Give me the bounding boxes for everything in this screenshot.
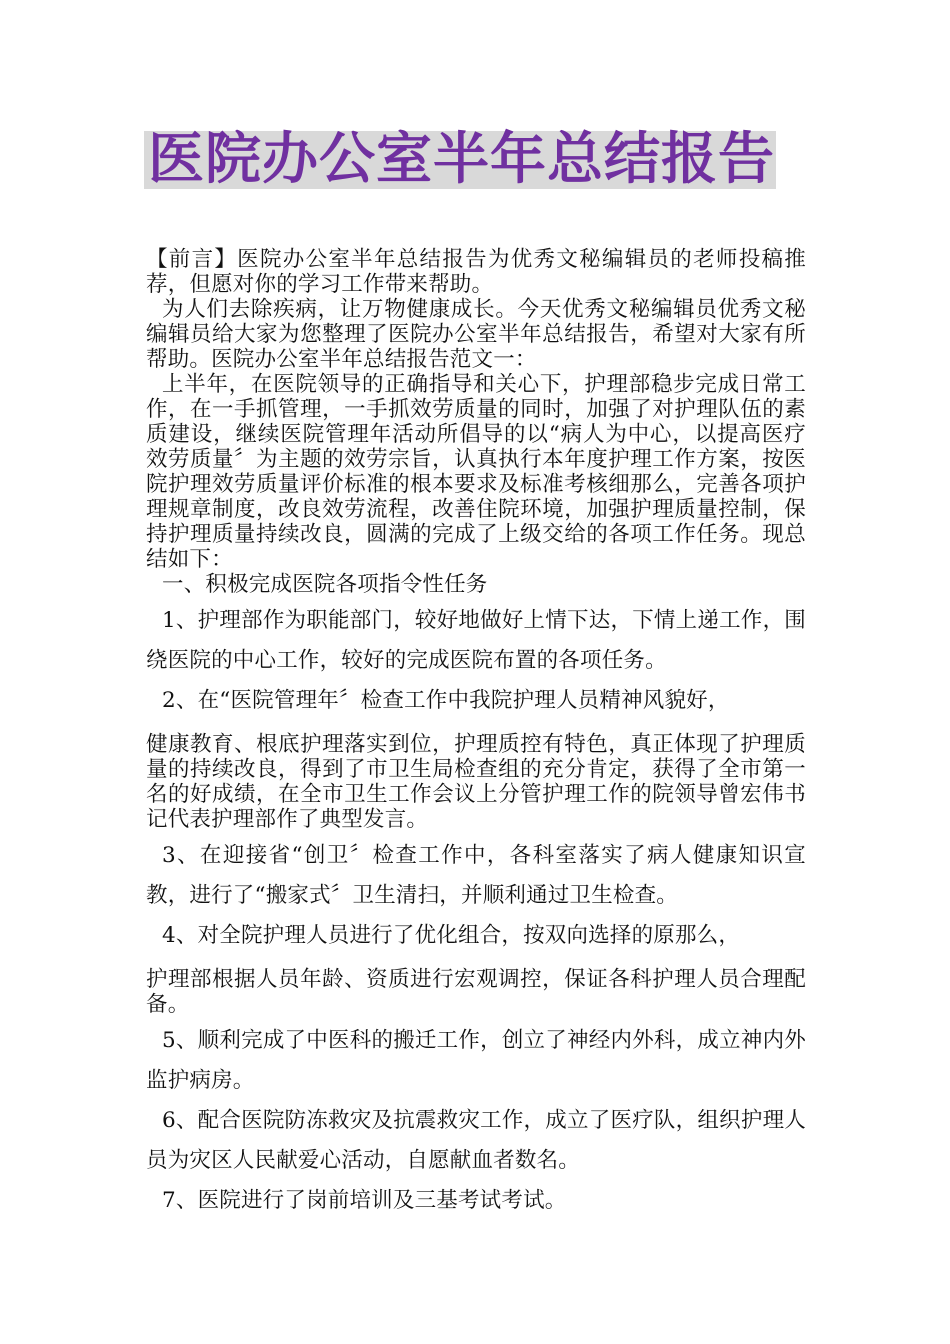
overview-paragraph: 上半年，在医院领导的正确指导和关心下，护理部稳步完成日常工作，在一手抓管理，一手抓效劳质量的同时，加强了对护理队伍的素质建设，继续医院管理年活动所倡导的以“病人为中心，以提高医疗效劳质量〞为主题的效劳宗旨，认真执行本年度护理工作方案，按医院护理效劳质量评价标准的根本要求及标准考核细那么，完善各项护理规章制度，改良效劳流程，改善住院环境，加强护理质量控制，保持护理质量持续改良，圆满的完成了上级交给的各项工作任务。现总结如下： [146, 372, 806, 572]
intro-paragraph: 为人们去除疾病，让万物健康成长。今天优秀文秘编辑员优秀文秘编辑员给大家为您整理了医院办公室半年总结报告，希望对大家有所帮助。医院办公室半年总结报告范文一： [146, 297, 806, 372]
list-item: 1、护理部作为职能部门，较好地做好上情下达，下情上递工作，围绕医院的中心工作，较好的完成医院布置的各项任务。 [146, 608, 806, 673]
document-body [146, 247, 806, 1221]
section-heading: 一、积极完成医院各项指令性任务 [162, 572, 488, 597]
preface-paragraph: 【前言】医院办公室半年总结报告为优秀文秘编辑员的老师投稿推荐，但愿对你的学习工作带来帮助。 [146, 247, 806, 297]
list-item: 2、在“医院管理年〞检查工作中我院护理人员精神风貌好， [162, 688, 730, 713]
list-item: 3、在迎接省“创卫〞检查工作中，各科室落实了病人健康知识宣教，进行了“搬家式〞卫生清扫，并顺利通过卫生检查。 [146, 843, 806, 908]
list-item: 4、对全院护理人员进行了优化组合，按双向选择的原那么， [162, 923, 741, 948]
list-item-continued: 护理部根据人员年龄、资质进行宏观调控，保证各科护理人员合理配备。 [146, 967, 806, 1017]
list-item-continued: 健康教育、根底护理落实到位，护理质控有特色，真正体现了护理质量的持续改良，得到了市卫生局检查组的充分肯定，获得了全市第一名的好成绩，在全市卫生工作会议上分管护理工作的院领导曾宏伟书记代表护理部作了典型发言。 [146, 732, 806, 832]
list-item: 7、医院进行了岗前培训及三基考试考试。 [162, 1188, 567, 1213]
list-item: 6、配合医院防冻救灾及抗震救灾工作，成立了医疗队，组织护理人员为灾区人民献爱心活动，自愿献血者数名。 [146, 1108, 806, 1173]
document-title: 医院办公室半年总结报告 [148, 127, 775, 192]
list-item: 5、顺利完成了中医科的搬迁工作，创立了神经内外科，成立神内外监护病房。 [146, 1028, 806, 1093]
